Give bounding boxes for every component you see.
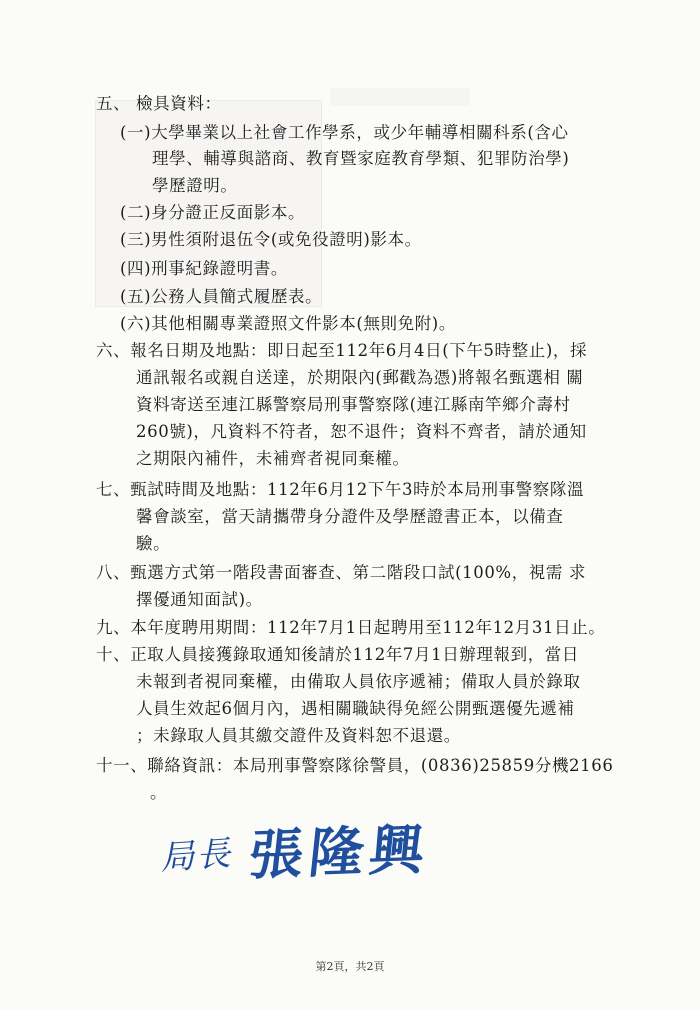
section-5-heading: 五、 檢具資料： bbox=[96, 94, 222, 113]
section-11-line-2: 。 bbox=[150, 783, 168, 802]
signature-name: 張隆興 bbox=[245, 816, 434, 888]
section-7-line-1: 七、甄試時間及地點：112年6月12下午3時於本局刑事警察隊溫 bbox=[96, 480, 585, 499]
section-6-line-5: 之期限內補件，未補齊者視同棄權。 bbox=[136, 449, 410, 468]
item-3: (三)男性須附退伍令(或免役證明)影本。 bbox=[120, 230, 422, 249]
item-5: (五)公務人員簡式履歷表。 bbox=[120, 287, 323, 306]
item-6: (六)其他相關專業證照文件影本(無則免附)。 bbox=[120, 314, 456, 333]
item-1-line-3: 學歷證明。 bbox=[152, 176, 238, 195]
signature-title: 局長 bbox=[158, 833, 234, 879]
section-6-line-3: 資料寄送至連江縣警察局刑事警察隊(連江縣南竿鄉介壽村 bbox=[136, 395, 571, 414]
item-1-line-1: (一)大學畢業以上社會工作學系，或少年輔導相關科系(含心 bbox=[120, 123, 569, 142]
page-number-footer: 第2頁，共2頁 bbox=[315, 960, 385, 973]
section-10-line-4: ；未錄取人員其繳交證件及資料恕不退還。 bbox=[136, 726, 461, 745]
section-10-line-3: 人員生效起6個月內，遇相關職缺得免經公開甄選優先遞補 bbox=[136, 699, 575, 718]
section-6-line-2: 通訊報名或親自送達，於期限內(郵戳為憑)將報名甄選相 關 bbox=[136, 368, 584, 387]
section-8-line-1: 八、甄選方式第一階段書面審查、第二階段口試(100%，視需 求 bbox=[96, 563, 586, 582]
item-1-line-2: 理學、輔導與諮商、教育暨家庭教育學類、犯罪防治學) bbox=[152, 149, 570, 168]
section-10-line-2: 未報到者視同棄權，由備取人員依序遞補；備取人員於錄取 bbox=[136, 672, 581, 691]
faint-show-through bbox=[330, 88, 470, 106]
section-11-line-1: 十一、聯絡資訊：本局刑事警察隊徐警員，(0836)25859分機2166 bbox=[96, 756, 614, 775]
item-2: (二)身分證正反面影本。 bbox=[120, 203, 306, 222]
section-7-line-3: 驗。 bbox=[136, 534, 171, 553]
section-7-line-2: 馨會談室，當天請攜帶身分證件及學歷證書正本，以備查 bbox=[136, 507, 564, 526]
item-4: (四)刑事紀錄證明書。 bbox=[120, 259, 288, 278]
section-9: 九、本年度聘用期間：112年7月1日起聘用至112年12月31日止。 bbox=[96, 618, 606, 637]
section-10-line-1: 十、正取人員接獲錄取通知後請於112年7月1日辦理報到，當日 bbox=[96, 645, 579, 664]
section-6-line-4: 260號)，凡資料不符者，恕不退件；資料不齊者，請於通知 bbox=[136, 422, 587, 441]
section-8-line-2: 擇優通知面試)。 bbox=[136, 590, 263, 609]
director-signature bbox=[160, 808, 470, 888]
section-6-line-1: 六、報名日期及地點：即日起至112年6月4日(下午5時整止)，採 bbox=[96, 341, 588, 360]
